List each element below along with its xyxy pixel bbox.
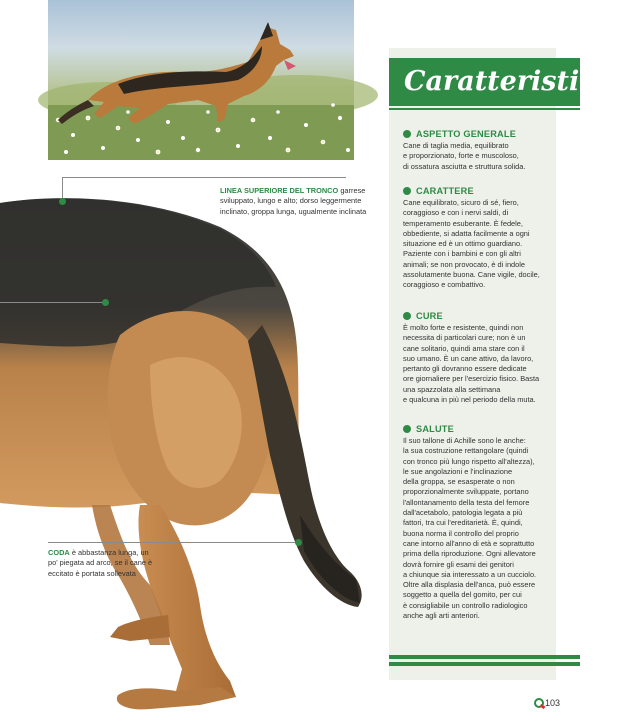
section-cure (403, 310, 553, 405)
running-dog-photo (48, 0, 354, 160)
callout-top-marker (59, 198, 66, 205)
section-body: Il suo tallone di Achille sono le anche: la sua costruzione rettangolare (quindi con tronco più lungo rispetto all'altezza), le sue angolazioni e l'inclinazione della groppa, se esasperate o non proporzionalmente sviluppate, portano l'allontanamento della testa del femore dall'acetabolo, patologia legata a più fattori, tra cui l'ereditarietà. È, quindi, buona norma il controllo del proprio cane intorno all'anno di età e soprattutto prima della riproduzione. Ogni allevatore dovrà fornire gli esami dei genitori a chiunque sia interessato a un cucciolo. Oltre alla displasia dell'anca, può essere soggetto a quella del gomito, per cui è consigliabile un controllo radiologico anche agli arti anteriori. (403, 436, 537, 621)
dog-hindquarters-illustration (0, 175, 378, 722)
callout-tail (48, 548, 158, 579)
page-number (534, 697, 560, 709)
meadow-scene (48, 0, 354, 160)
callout-top-leader-horizontal (62, 177, 346, 178)
section-heading (403, 423, 553, 434)
dog-rear-photo (0, 175, 378, 722)
bullet-icon (403, 312, 411, 320)
divider (389, 662, 580, 666)
callout-back-leader (0, 302, 105, 303)
callout-topline (220, 186, 370, 217)
section-aspetto-generale (403, 128, 553, 172)
callout-topline-text: garrese sviluppato, lungo e alto; dorso leggermente inclinato, groppa lunga, ugualmente inclinata (220, 186, 367, 216)
section-heading-text: ASPETTO GENERALE (416, 128, 517, 139)
callout-tail-marker (295, 539, 302, 546)
callout-tail-leader (48, 542, 298, 543)
divider (389, 655, 580, 659)
section-heading (403, 128, 553, 139)
bullet-icon (403, 425, 411, 433)
callout-tail-title: CODA (48, 548, 70, 557)
section-carattere (403, 185, 553, 291)
bullet-icon (403, 187, 411, 195)
callout-tail-text: è abbastanza lunga, un po' piegata ad arco, se il cane è eccitato è portata sollevata (48, 548, 153, 578)
panel-bottom-bars (389, 655, 580, 669)
section-body: Cane di taglia media, equilibrato e proporzionato, forte e muscoloso, di ossatura asciutta e struttura solida. (403, 141, 526, 171)
section-heading-text: SALUTE (416, 423, 454, 434)
section-heading (403, 185, 553, 196)
callout-back-marker (102, 299, 109, 306)
page-number-text: 103 (545, 698, 561, 708)
section-heading-text: CARATTERE (416, 185, 474, 196)
panel-title: Caratteristiche (389, 58, 580, 106)
bullet-icon (403, 130, 411, 138)
section-heading-text: CURE (416, 310, 443, 321)
section-body: È molto forte e resistente, quindi non necessita di particolari cure; non è un cane solitario, quindi ama stare con il suo umano. È un cane attivo, da lavoro, pertanto gli dovranno essere dedicate ore giornaliere per l'esercizio fisico. Basta una spazzolata alla settimana e qualcuna in più nel periodo della muta. (403, 323, 540, 405)
section-heading (403, 310, 553, 321)
callout-topline-title: LINEA SUPERIORE DEL TRONCO (220, 186, 339, 195)
section-salute (403, 423, 553, 621)
magazine-logo-icon (534, 698, 544, 708)
panel-title-underline (389, 108, 580, 110)
section-body: Cane equilibrato, sicuro di sé, fiero, coraggioso e con i nervi saldi, di temperamento esuberante. È fedele, obbediente, si adatta facilmente a ogni situazione ed è un ottimo guardiano. Paziente con i bambini e con gli altri animali; se non provocato, è di indole assolutamente buona. Cane vigile, docile, coraggioso e combattivo. (403, 198, 540, 290)
